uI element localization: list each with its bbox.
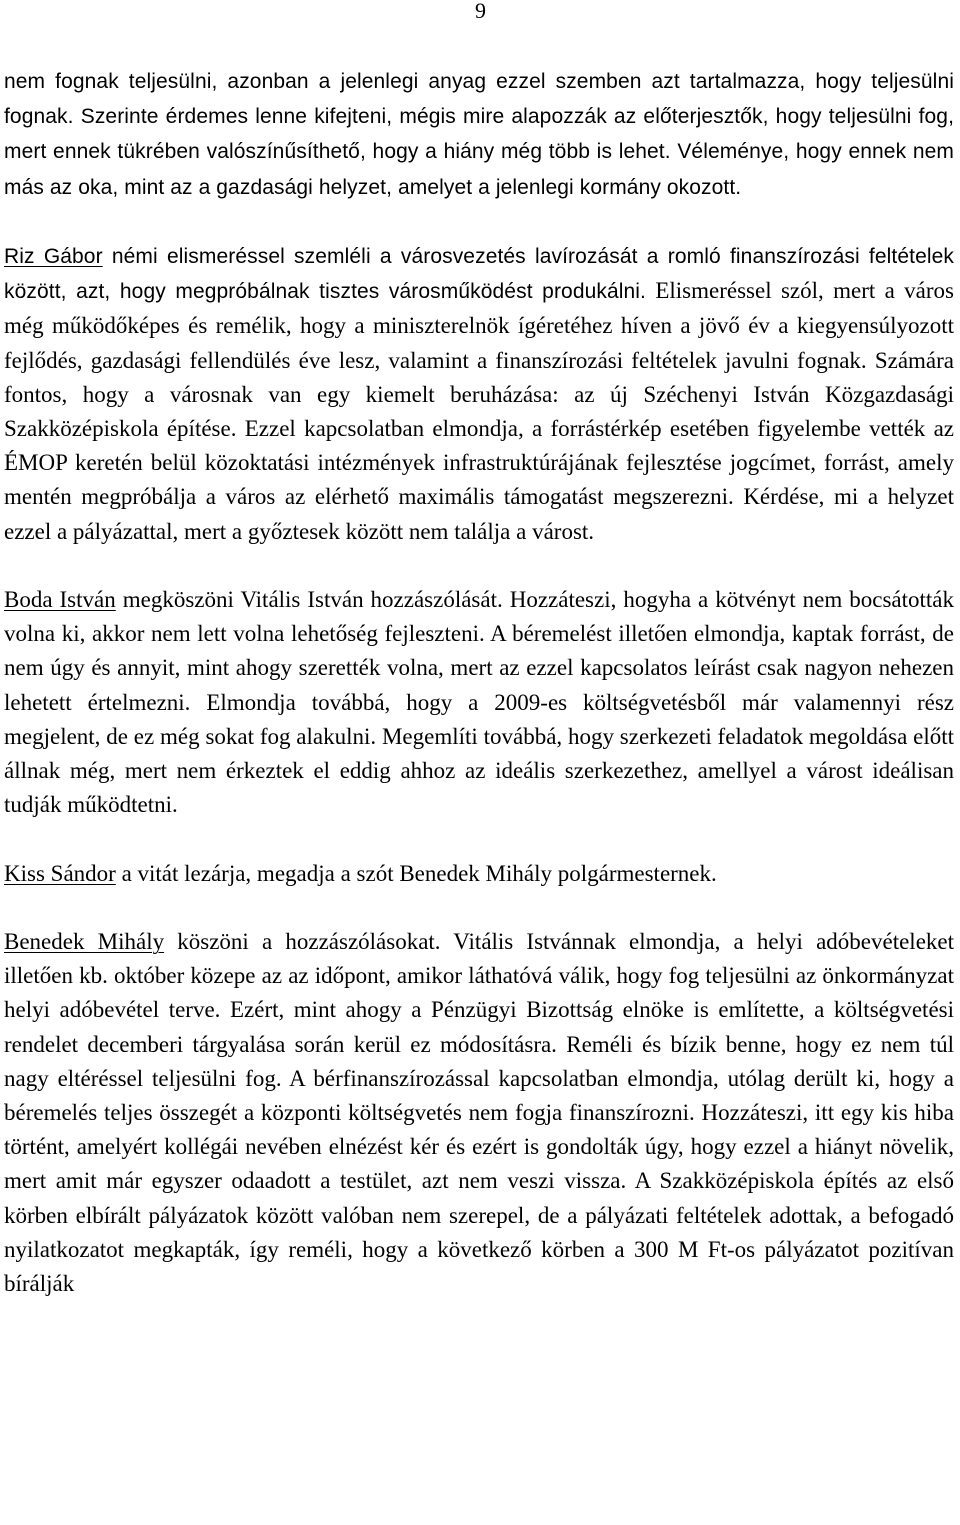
paragraph-text: Elismeréssel szól, mert a város még működőképes és remélik, hogy a miniszterelnök ígéretéhez híven a jövő év a kiegyensúlyozott fejlődés, gazdasági fellendülés éve lesz, valamint a finanszírozási feltételek javulni fognak. Számára fontos, hogy a városnak van egy kiemelt beruházása: az új Széchenyi István Közgazdasági Szakközépiskola építése. Ezzel kapcsolatban elmondja, a forrástérkép esetében figyelembe vették az ÉMOP keretén belül közoktatási intézmények infrastruktúrájának fejlesztése jogcímet, forrást, amely mentén megpróbálja a város az elérhető maximális támogatást megszerezni. Kérdése, mi a helyzet ezzel a pályázattal, mert a győztesek között nem találja a várost.	[4, 278, 954, 544]
speaker-name: Boda István	[4, 587, 116, 613]
paragraph-1	[4, 64, 954, 205]
paragraph-3	[4, 583, 954, 822]
speaker-name: Kiss Sándor	[4, 860, 116, 886]
paragraph-text: némi elismeréssel szemléli a városvezetés lavírozását a romló finanszírozási feltételek között, azt, hogy megpróbálnak tisztes városműködést produkálni.	[4, 245, 954, 304]
page-number: 9	[475, 0, 486, 23]
paragraph-2	[4, 239, 954, 549]
speaker-name: Benedek Mihály	[4, 929, 165, 955]
paragraph-5	[4, 925, 954, 1301]
paragraph-text: nem fognak teljesülni, azonban a jelenlegi anyag ezzel szemben azt tartalmazza, hogy teljesülni fognak. Szerinte érdemes lenne kifejteni, mégis mire alapozzák az előterjesztők, hogy teljesülni fog, mert ennek tükrében valószínűsíthető, hogy a hiány még több is lehet. Véleménye, hogy ennek nem más az oka, mint az a gazdasági helyzet, amelyet a jelenlegi kormány okozott.	[4, 70, 954, 199]
paragraph-text: a vitát lezárja, megadja a szót Benedek Mihály polgármesternek.	[115, 860, 717, 886]
paragraph-4	[4, 857, 954, 891]
paragraph-text: megköszöni Vitális István hozzászólását. Hozzáteszi, hogyha a kötvényt nem bocsátották volna ki, akkor nem lett volna lehetőség fejleszteni. A béremelést illetően elmondja, kaptak forrást, de nem úgy és annyit, mint ahogy szerették volna, mert az ezzel kapcsolatos leírást csak nagyon nehezen lehetett értelmezni. Elmondja továbbá, hogy a 2009-es költségvetésből már valamennyi rész megjelent, de ez még sokat fog alakulni. Megemlíti továbbá, hogy szerkezeti feladatok megoldása előtt állnak még, mert nem érkeztek el eddig ahhoz az ideális szerkezethez, amellyel a várost ideálisan tudják működtetni.	[4, 587, 954, 818]
paragraph-text: köszöni a hozzászólásokat. Vitális Istvánnak elmondja, a helyi adóbevételeket illetően kb. október közepe az az időpont, amikor láthatóvá válik, hogy fog teljesülni az önkormányzat helyi adóbevétel terve. Ezért, mint ahogy a Pénzügyi Bizottság elnöke is említette, a költségvetési rendelet decemberi tárgyalása során kerül ez módosításra. Reméli és bízik benne, hogy ez nem túl nagy eltéréssel teljesülni fog. A bérfinanszírozással kapcsolatban elmondja, utólag derült ki, hogy a béremelés teljes összegét a központi költségvetés nem fogja finanszírozni. Hozzáteszi, itt egy kis hiba történt, amelyért kollégái nevében elnézést kér és ezért is gondolták úgy, hogy ezzel a hiányt növelik, mert amit már egyszer odaadott a testület, azt nem veszi vissza. A Szakközépiskola építés az első körben elbírált pályázatok között valóban nem szerepel, de a pályázati feltételek adottak, a befogadó nyilatkozatot megkapták, így reméli, hogy a következő körben a 300 M Ft-os pályázatot pozitívan bírálják	[4, 929, 955, 1297]
speaker-name: Riz Gábor	[4, 245, 103, 268]
document-body	[4, 64, 954, 1301]
